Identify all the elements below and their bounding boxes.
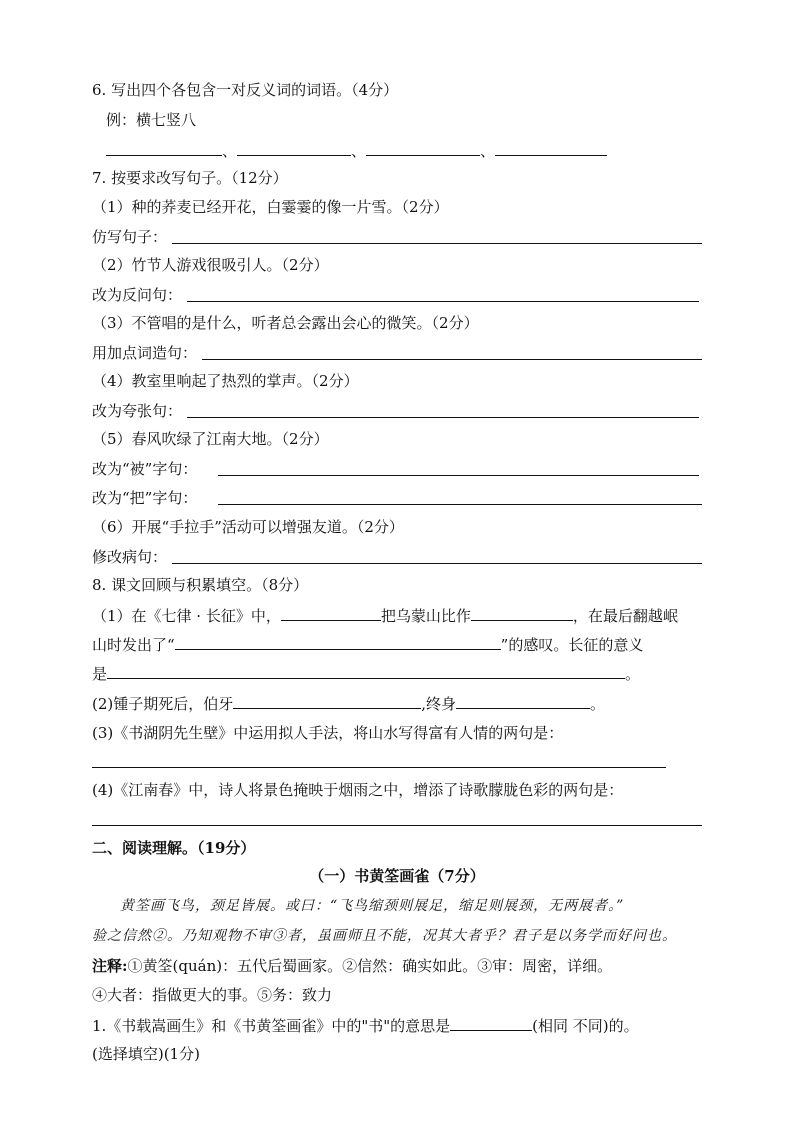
q8-p2-text-c: 。 [590, 695, 606, 713]
q8-p1-text-g: 。 [625, 665, 641, 683]
q7-title: 7. 按要求改写句子。（12分） [92, 169, 288, 187]
q7-s2-label: 改为反问句： [92, 286, 183, 304]
q8-p1-blank-1[interactable] [281, 605, 381, 621]
q7-s3: （3）不管唱的是什么，听者总会露出会心的微笑。（2分） [92, 314, 479, 332]
q7-s4: （4）教室里响起了热烈的掌声。（2分） [92, 372, 359, 390]
q6-blank-4[interactable] [495, 140, 607, 156]
q6-blank-2[interactable] [237, 140, 351, 156]
passage-line-1: 黄筌画飞鸟，颈足皆展。或曰：“飞鸟缩颈则展足，缩足则展颈，无两展者。” [120, 898, 625, 914]
q8-p1-line3 [92, 663, 640, 684]
q8-p1-line2 [92, 634, 643, 655]
q7-s4-answer-line[interactable] [187, 417, 699, 418]
q6-example: 例：横七竖八 [106, 111, 197, 129]
reading-q1-note: (选择填空)(1分) [92, 1045, 200, 1063]
q8-p2-text-a: (2)锺子期死后，伯牙 [92, 695, 234, 713]
passage-line-2: 验之信然②。乃知观物不审③者，虽画师且不能，况其大者乎？君子是以务学而好问也。 [92, 928, 677, 944]
notes-line-1 [92, 956, 612, 976]
q7-s5-label-ba: 改为“把”字句： [92, 489, 198, 507]
q6-blank-3[interactable] [366, 140, 480, 156]
q8-title: 8. 课文回顾与积累填空。（8分） [92, 576, 309, 594]
q7-s1-label: 仿写句子： [92, 228, 168, 246]
notes-label: 注释: [92, 957, 128, 975]
notes-line-2: ④大者：指做更大的事。⑤务：致力 [92, 986, 333, 1004]
notes-text-1: ①黄筌(quán)：五代后蜀画家。②信然：确实如此。③审：周密，详细。 [127, 957, 613, 975]
q8-p3: (3)《书湖阴先生壁》中运用拟人手法，将山水写得富有人情的两句是： [92, 724, 564, 742]
reading-q1-text-a: 1.《书载嵩画生》和《书黄筌画雀》中的"书"的意思是 [92, 1017, 451, 1035]
q7-s2-answer-line[interactable] [187, 301, 699, 302]
q8-p1-text-b: 把乌蒙山比作 [380, 607, 471, 625]
q7-s1: （1）种的荞麦已经开花，白霎霎的像一片雪。（2分） [92, 198, 449, 216]
separator: 、 [222, 142, 238, 160]
q7-s5: （5）春风吹绿了江南大地。（2分） [92, 430, 329, 448]
reading-q1-text-b: (相同 不同)的。 [532, 1017, 639, 1035]
q8-p1-text-a: （1）在《七律 · 长征》中， [92, 607, 281, 625]
reading-q1 [92, 1015, 639, 1036]
q7-s5-label-bei: 改为“被”字句： [92, 460, 198, 478]
q6-answer-row [106, 140, 607, 161]
separator: 、 [480, 142, 496, 160]
passage-title: （一）书黄筌画雀（7分） [309, 867, 485, 885]
q8-p1-line1 [92, 605, 678, 626]
q6-title: 6. 写出四个各包含一对反义词的词语。（4分） [92, 81, 399, 99]
separator: 、 [351, 142, 367, 160]
q6-blank-1[interactable] [106, 140, 222, 156]
q7-s4-label: 改为夸张句： [92, 402, 183, 420]
q7-s3-answer-line[interactable] [202, 359, 702, 360]
q7-s2: （2）竹节人游戏很吸引人。（2分） [92, 256, 329, 274]
q7-s5-answer-line-bei[interactable] [218, 475, 699, 476]
q7-s6: （6）开展“手拉手”活动可以增强友道。（2分） [92, 518, 404, 536]
q8-p1-text-e: ”的感叹。长征的意义 [500, 636, 644, 654]
q8-p4: (4)《江南春》中，诗人将景色掩映于烟雨之中，增添了诗歌朦胧色彩的两句是： [92, 781, 624, 799]
section2-heading: 二、阅读理解。（19分） [92, 839, 256, 857]
q7-s3-label: 用加点词造句： [92, 344, 198, 362]
q7-s6-answer-line[interactable] [172, 563, 702, 564]
q8-p1-blank-2[interactable] [471, 605, 573, 621]
q8-p4-answer-line[interactable] [92, 825, 702, 826]
reading-q1-blank[interactable] [450, 1015, 532, 1031]
q8-p2-blank-2[interactable] [456, 693, 590, 709]
q8-p2-blank-1[interactable] [233, 693, 421, 709]
q8-p2 [92, 693, 605, 714]
q8-p1-text-d: 山时发出了“ [92, 636, 175, 654]
q8-p1-blank-3[interactable] [175, 634, 501, 650]
q8-p1-blank-4[interactable] [107, 663, 625, 679]
q8-p3-answer-line[interactable] [92, 767, 666, 768]
q8-p1-text-f: 是 [92, 665, 108, 683]
q8-p2-text-b: ,终身 [421, 695, 457, 713]
q7-s5-answer-line-ba[interactable] [218, 504, 702, 505]
q7-s6-label: 修改病句： [92, 548, 168, 566]
q8-p1-text-c: ，在最后翻越岷 [572, 607, 678, 625]
q7-s1-answer-line[interactable] [172, 243, 702, 244]
